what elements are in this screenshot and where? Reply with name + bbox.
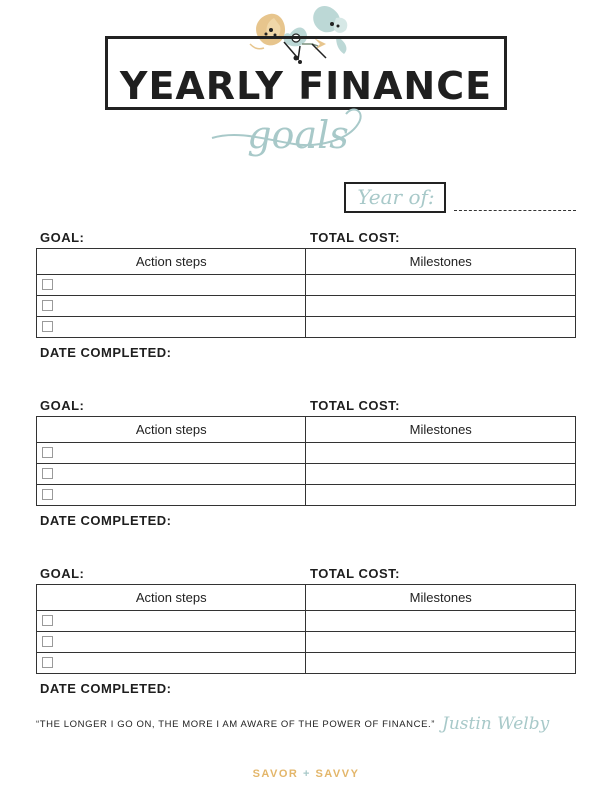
action-steps-header: Action steps xyxy=(37,585,306,611)
page-title: YEARLY FINANCE xyxy=(119,64,493,108)
date-completed-label: DATE COMPLETED: xyxy=(40,513,172,528)
action-step-cell[interactable] xyxy=(37,611,306,632)
checkbox-icon[interactable] xyxy=(42,468,53,479)
table-row xyxy=(37,443,576,464)
action-step-cell[interactable] xyxy=(37,443,306,464)
checkbox-icon[interactable] xyxy=(42,279,53,290)
milestones-header: Milestones xyxy=(306,249,576,275)
checkbox-icon[interactable] xyxy=(42,636,53,647)
action-step-cell[interactable] xyxy=(37,296,306,317)
milestones-header: Milestones xyxy=(306,585,576,611)
checkbox-icon[interactable] xyxy=(42,321,53,332)
action-step-cell[interactable] xyxy=(37,485,306,506)
goal-label: GOAL: xyxy=(40,230,85,245)
table-row xyxy=(37,485,576,506)
milestone-cell[interactable] xyxy=(306,296,576,317)
brand-right: SAVVY xyxy=(315,768,360,780)
checkbox-icon[interactable] xyxy=(42,300,53,311)
brand-plus: + xyxy=(302,768,311,780)
action-steps-header: Action steps xyxy=(37,417,306,443)
goal-table xyxy=(36,584,576,674)
total-cost-label: TOTAL COST: xyxy=(310,230,400,245)
milestone-cell[interactable] xyxy=(306,485,576,506)
action-step-cell[interactable] xyxy=(37,275,306,296)
goal-label: GOAL: xyxy=(40,566,85,581)
table-row xyxy=(37,275,576,296)
action-step-cell[interactable] xyxy=(37,632,306,653)
action-step-cell[interactable] xyxy=(37,464,306,485)
table-row xyxy=(37,296,576,317)
milestone-cell[interactable] xyxy=(306,611,576,632)
milestone-cell[interactable] xyxy=(306,443,576,464)
goal-table xyxy=(36,248,576,338)
table-row xyxy=(37,611,576,632)
total-cost-label: TOTAL COST: xyxy=(310,566,400,581)
table-row xyxy=(37,653,576,674)
milestone-cell[interactable] xyxy=(306,632,576,653)
table-row xyxy=(37,632,576,653)
date-completed-label: DATE COMPLETED: xyxy=(40,345,172,360)
checkbox-icon[interactable] xyxy=(42,489,53,500)
page-subtitle: goals xyxy=(247,113,349,157)
year-label: Year of: xyxy=(357,185,435,209)
milestone-cell[interactable] xyxy=(306,464,576,485)
milestone-cell[interactable] xyxy=(306,317,576,338)
milestone-cell[interactable] xyxy=(306,275,576,296)
goal-table xyxy=(36,416,576,506)
checkbox-icon[interactable] xyxy=(42,657,53,668)
table-row xyxy=(37,317,576,338)
checkbox-icon[interactable] xyxy=(42,447,53,458)
milestones-header: Milestones xyxy=(306,417,576,443)
date-completed-label: DATE COMPLETED: xyxy=(40,681,172,696)
action-step-cell[interactable] xyxy=(37,653,306,674)
brand-logo xyxy=(0,768,612,780)
milestone-cell[interactable] xyxy=(306,653,576,674)
footer-quote: “THE LONGER I GO ON, THE MORE I AM AWARE OF THE POWER OF FINANCE.” xyxy=(36,719,436,730)
quote-author: Justin Welby xyxy=(442,714,550,734)
table-row xyxy=(37,464,576,485)
year-input-line[interactable] xyxy=(454,210,576,211)
action-steps-header: Action steps xyxy=(37,249,306,275)
total-cost-label: TOTAL COST: xyxy=(310,398,400,413)
brand-left: SAVOR xyxy=(252,768,299,780)
goal-label: GOAL: xyxy=(40,398,85,413)
checkbox-icon[interactable] xyxy=(42,615,53,626)
action-step-cell[interactable] xyxy=(37,317,306,338)
